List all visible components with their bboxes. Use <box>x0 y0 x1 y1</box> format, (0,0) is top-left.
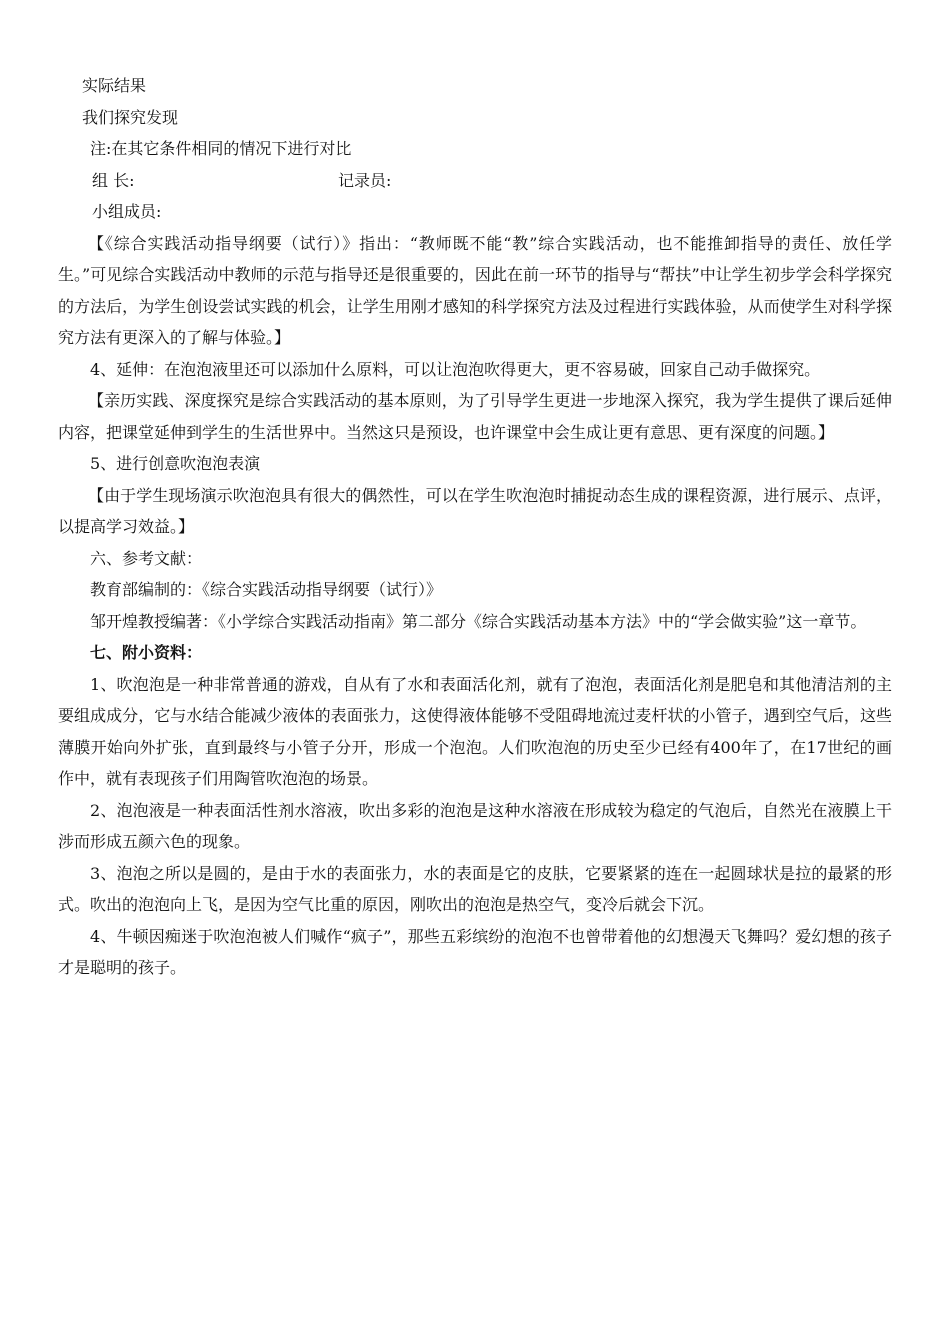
teaching-comment-guidance: 【《综合实践活动指导纲要（试行）》指出：“教师既不能“教”综合实践活动，也不能推卸指导的责任、放任学生。”可见综合实践活动中教师的示范与指导还是很重要的，因此在前一环节的指导与“帮扶”中让学生初步学会科学探究的方法后，为学生创设尝试实践的机会，让学生用刚才感知的科学探究方法及过程进行实践体验，从而使学生对科学探究方法有更深入的了解与体验。】 <box>58 233 892 347</box>
material-item: 4、牛顿因痴迷于吹泡泡被人们喊作“疯子”，那些五彩缤纷的泡泡不也曾带着他的幻想漫天飞舞吗？爱幻想的孩子才是聪明的孩子。 <box>58 926 892 977</box>
recorder-label: 记录员: <box>338 170 392 190</box>
teaching-comment-extension: 【亲历实践、深度探究是综合实践活动的基本原则，为了引导学生更进一步地深入探究，我为学生提供了课后延伸内容，把课堂延伸到学生的生活世界中。当然这只是预设，也许课堂中会生成让更有意思、更有深度的问题。】 <box>58 391 892 442</box>
heading-actual-result: 实际结果 <box>82 76 147 95</box>
material-item: 1、吹泡泡是一种非常普通的游戏，自从有了水和表面活化剂，就有了泡泡，表面活化剂是肥皂和其他清洁剂的主要组成成分，它与水结合能减少液体的表面张力，这使得液体能够不受阻碍地流过麦杆状的小管子，遇到空气后，这些薄膜开始向外扩张，直到最终与小管子分开，形成一个泡泡。人们吹泡泡的历史至少已经有400年了，在17世纪的画作中，就有表现孩子们用陶管吹泡泡的场景。 <box>58 674 892 788</box>
heading-findings: 我们探究发现 <box>82 107 179 127</box>
group-members-label: 小组成员: <box>92 202 162 221</box>
comparison-note: 注:在其它条件相同的情况下进行对比 <box>90 139 352 158</box>
group-leader-label: 组 长: <box>92 170 135 190</box>
reference-item: 教育部编制的：《综合实践活动指导纲要（试行）》 <box>90 580 443 599</box>
material-item: 3、泡泡之所以是圆的，是由于水的表面张力，水的表面是它的皮肤，它要紧紧的连在一起圆球状是拉的最紧的形式。吹出的泡泡向上飞，是因为空气比重的原因，刚吹出的泡泡是热空气，变冷后就会下沉。 <box>58 863 892 914</box>
step-creative-performance: 5、进行创意吹泡泡表演 <box>90 454 261 473</box>
step-extension: 4、延伸：在泡泡液里还可以添加什么原料，可以让泡泡吹得更大，更不容易破，回家自己动手做探究。 <box>90 359 821 379</box>
section-materials-heading: 七、附小资料： <box>90 643 203 662</box>
section-references-heading: 六、参考文献： <box>90 548 203 568</box>
group-roles-row <box>58 165 892 197</box>
document-page <box>58 70 892 984</box>
reference-item: 邹开煌教授编著：《小学综合实践活动指南》第二部分《综合实践活动基本方法》中的“学会做实验”这一章节。 <box>90 611 867 631</box>
teaching-comment-performance: 【由于学生现场演示吹泡泡具有很大的偶然性，可以在学生吹泡泡时捕捉动态生成的课程资源，进行展示、点评，以提高学习效益。】 <box>58 485 892 536</box>
material-item: 2、泡泡液是一种表面活性剂水溶液，吹出多彩的泡泡是这种水溶液在形成较为稳定的气泡后，自然光在液膜上干涉而形成五颜六色的现象。 <box>58 800 892 851</box>
